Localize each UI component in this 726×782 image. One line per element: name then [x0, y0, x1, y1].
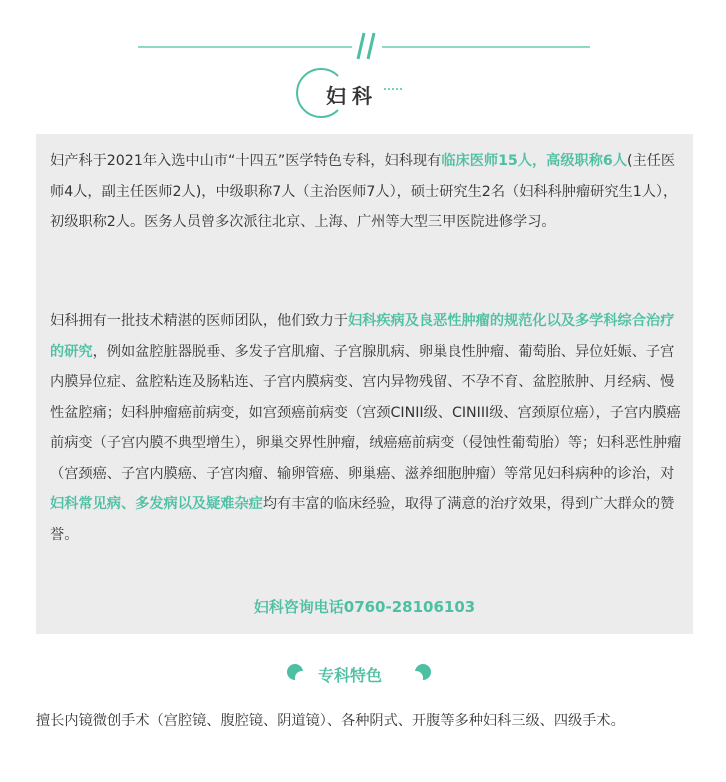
intro-panel [36, 134, 693, 634]
text-run: 均有丰富的临床经验，取得了满意的治疗效果，得到广大群众的赞誉。 [50, 496, 675, 543]
page-title: 妇科 [326, 84, 378, 108]
highlight-text: 妇科疾病及良恶性肿瘤的规范化以及多学科综合治疗的研究 [50, 313, 675, 360]
text-run: (主任医师4人，副主任医师2人)，中级职称7人（主治医师7人），硕士研究生2名（妇科科肿瘤研究生1人），初级职称2人。医务人员曾多次派往北京、上海、广州等大型三甲医院进修学习。 [50, 153, 678, 230]
consult-phone: 妇科咨询电话0760-28106103 [253, 598, 476, 616]
text-run: ，例如盆腔脏器脱垂、多发子宫肌瘤、子宫腺肌病、卵巢良性肿瘤、葡萄胎、异位妊娠、子宫内膜异位症、盆腔粘连及肠粘连、子宫内膜病变、宫内异物残留、不孕不育、盆腔脓肿、月经病、慢性盆腔痛；妇科肿瘤癌前病变，如宫颈癌前病变（宫颈CINII级、CINIII级、宫颈原位癌），子宫内膜癌前病变（子宫内膜不典型增生），卵巢交界性肿瘤，绒癌癌前病变（侵蚀性葡萄胎）等；妇科恶性肿瘤（宫颈癌、子宫内膜癌、子宫肉瘤、输卵管癌、卵巢癌、滋养细胞肿瘤）等常见妇科病种的诊治，对 [50, 343, 682, 482]
feature-text: 擅长内镜微创手术（宫腔镜、腹腔镜、阴道镜）、各种阴式、开腹等多种妇科三级、四级手术。 [36, 713, 625, 729]
text-run: 妇科拥有一批技术精湛的医师团队，他们致力于 [50, 313, 348, 329]
highlight-text: 妇科常见病、多发病以及疑难杂症 [50, 496, 263, 512]
section-header [0, 0, 726, 120]
highlight-text: 临床医师15人，高级职称6人 [441, 153, 627, 169]
intro-paragraph-1 [50, 146, 682, 238]
intro-paragraph-2 [50, 306, 682, 550]
feature-title: 专科特色 [318, 666, 383, 685]
text-run: 妇产科于2021年入选中山市“十四五”医学特色专科，妇科现有 [50, 153, 442, 169]
